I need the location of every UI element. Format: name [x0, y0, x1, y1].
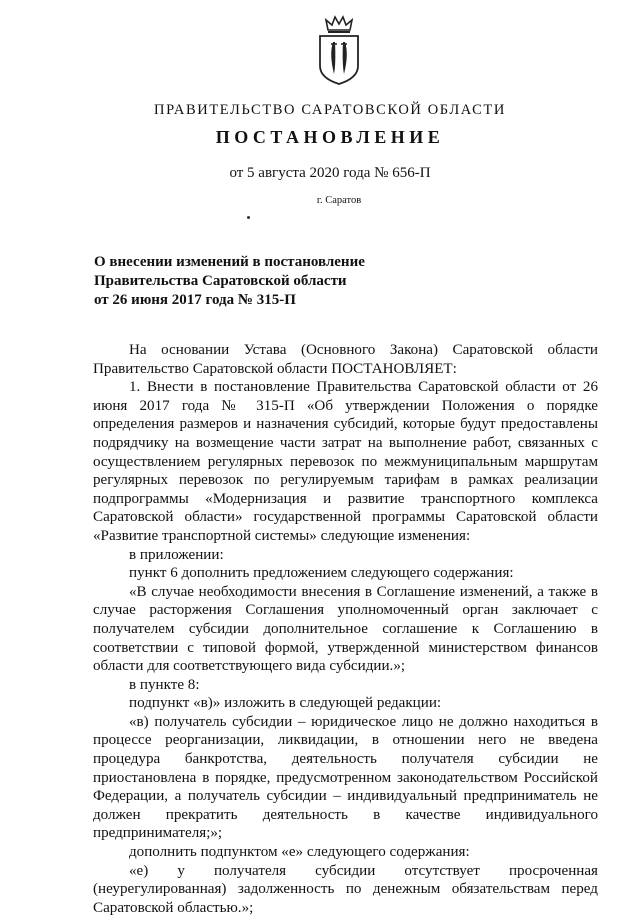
government-name: ПРАВИТЕЛЬСТВО САРАТОВСКОЙ ОБЛАСТИ [154, 102, 506, 118]
body-paragraph: дополнить подпунктом «е» следующего содержания: [129, 844, 470, 861]
print-speck [247, 216, 250, 219]
body-paragraph: в приложении: [129, 546, 224, 563]
body-paragraph: подпункт «в)» изложить в следующей редакции: [129, 695, 442, 712]
document-type-title: ПОСТАНОВЛЕНИЕ [215, 127, 445, 147]
body-paragraph: пункт 6 дополнить предложением следующего содержания: [129, 565, 514, 582]
body-paragraph: 1. Внести в постановление Правительства Саратовской области от 26 июня 2017 года № 315-П «Об утверждении Положения о порядке определения размеров и назначения субсидий, которые будут предоставлены подрядчику на возмещение части затрат на выполнение работ, связанных с осуществлением регулярных перевозок по межмуниципальным маршрутам регулярных перевозок по регулируемым тарифам в рамках реализации подпрограммы «Модернизация и развитие транспортного комплекса Саратовской области» государственной программы Саратовской области «Развитие транспортной системы» следующие изменения: [93, 379, 598, 544]
subject-line: от 26 июня 2017 года № 315-П [94, 292, 296, 308]
subject-line: О внесении изменений в постановление [94, 254, 365, 270]
body-paragraph: «В случае необходимости внесения в Соглашение изменений, а также в случае расторжения Соглашения уполномоченный орган заключает с получателем субсидии дополнительное соглашение к Соглашению в соответствии с типовой формой, утвержденной министерством финансов области для соответствующего вида субсидии.»; [93, 583, 598, 675]
body-paragraph: «в) получатель субсидии – юридическое лицо не должно находиться в процессе реорганизации, ликвидации, в отношении него не введена процедура банкротства, деятельность получателя субсидии не приостановлена в порядке, предусмотренном законодательством Российской Федерации, а получатель субсидии – индивидуальный предприниматель не должен прекратить деятельность в качестве индивидуального предпринимателя;»; [93, 713, 598, 842]
body-paragraph: в пункте 8: [129, 676, 200, 693]
subject-line: Правительства Саратовской области [94, 273, 347, 289]
document-date-number: от 5 августа 2020 года № 656-П [229, 165, 431, 181]
document-city: г. Саратов [316, 195, 362, 206]
document-body [93, 341, 598, 917]
body-paragraph: На основании Устава (Основного Закона) Саратовской области Правительство Саратовской области ПОСТАНОВЛЯЕТ: [93, 342, 598, 377]
document-subject [94, 253, 365, 310]
body-paragraph: «е) у получателя субсидии отсутствует просроченная (неурегулированная) задолженность по денежным обязательствам перед Саратовской областью.»; [93, 862, 598, 916]
saratov-coat-of-arms-icon [314, 14, 364, 86]
